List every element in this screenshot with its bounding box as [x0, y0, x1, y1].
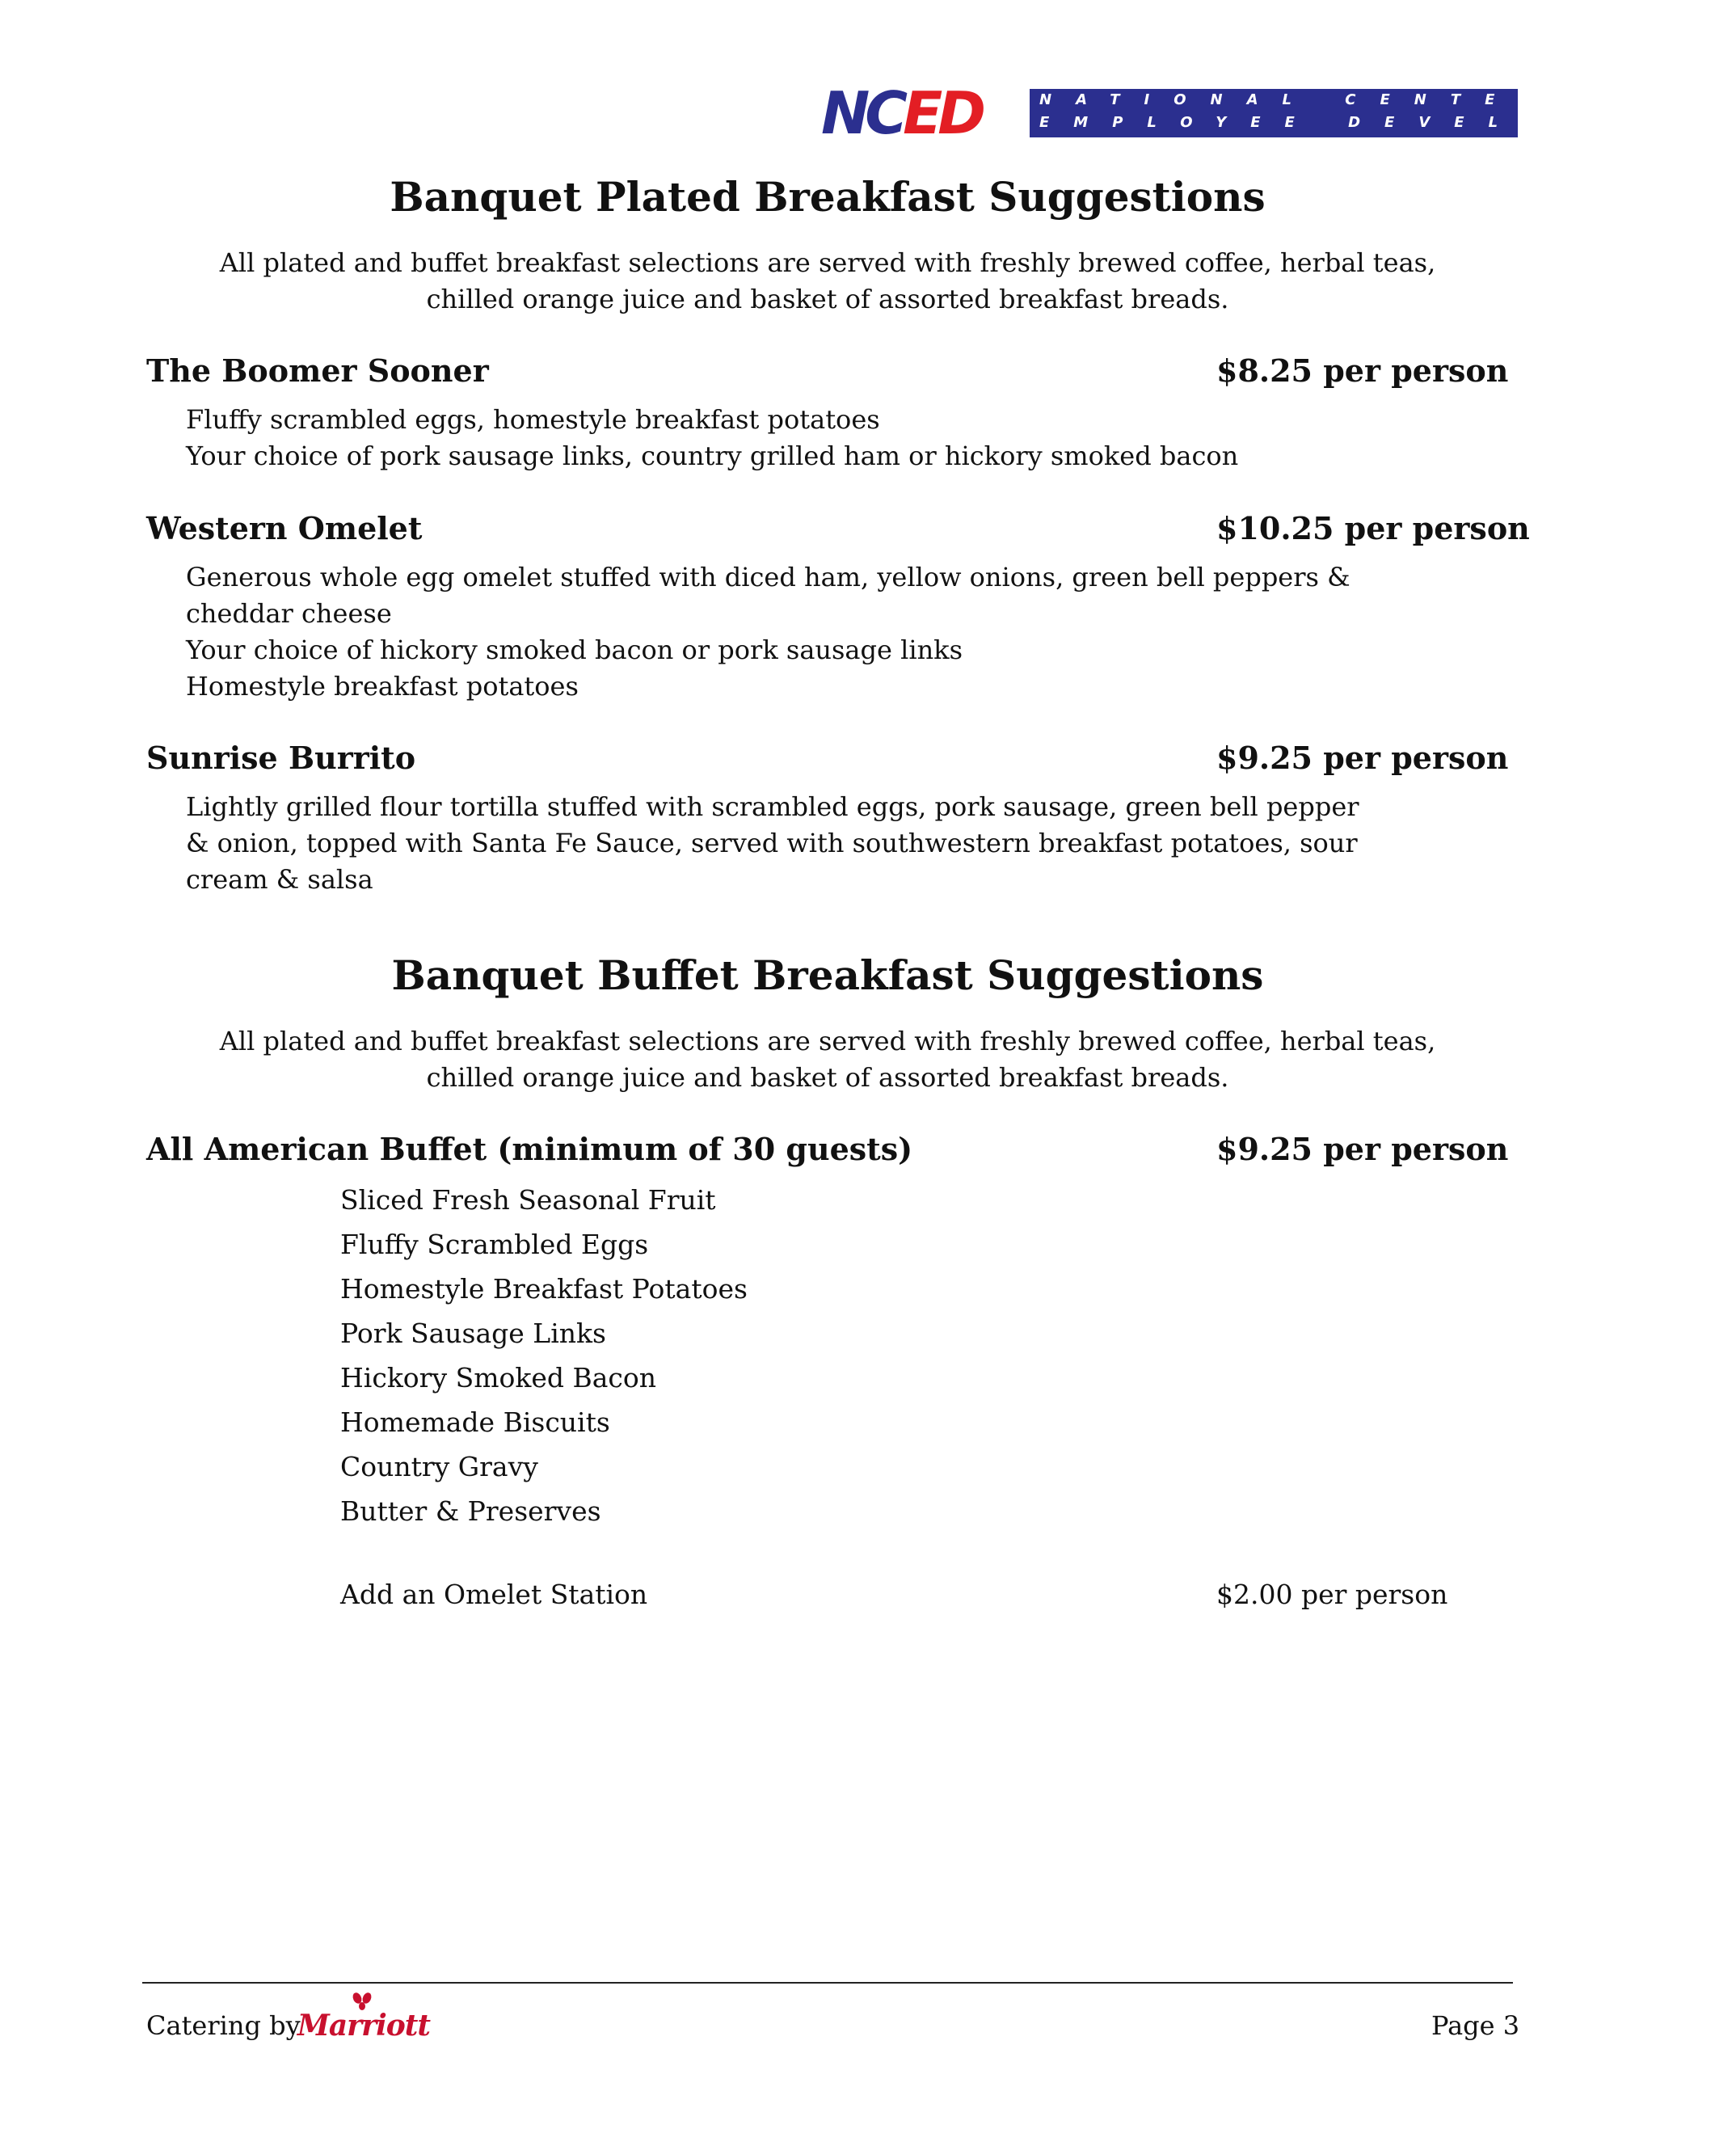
marriott-logo — [296, 1990, 431, 2043]
page-number: Page 3 — [1431, 2010, 1520, 2041]
description-line: & onion, topped with Santa Fe Sauce, served with southwestern breakfast potatoes, sour — [186, 828, 1358, 858]
list-item: Hickory Smoked Bacon — [340, 1362, 657, 1394]
logo-mark-nc: NC — [821, 79, 904, 147]
list-item: Country Gravy — [340, 1451, 538, 1482]
footer-divider — [142, 1982, 1513, 1984]
logo-mark-ed: ED — [903, 79, 982, 147]
description-line: Your choice of hickory smoked bacon or pork sausage links — [186, 635, 963, 665]
buffet-item-list — [340, 1182, 748, 1537]
list-item: Homestyle Breakfast Potatoes — [340, 1273, 748, 1305]
description-line: Your choice of pork sausage links, country grilled ham or hickory smoked bacon — [186, 441, 1239, 471]
addon-label: Add an Omelet Station — [340, 1579, 648, 1610]
nced-logo — [821, 79, 1736, 147]
list-item: Sliced Fresh Seasonal Fruit — [340, 1184, 716, 1216]
logo-mark — [821, 79, 982, 147]
description-line: Homestyle breakfast potatoes — [186, 671, 579, 702]
description-line: Fluffy scrambled eggs, homestyle breakfast potatoes — [186, 404, 880, 435]
buffet-intro-line: chilled orange juice and basket of assorted breakfast breads. — [426, 1062, 1229, 1093]
list-item: Butter & Preserves — [340, 1495, 601, 1527]
buffet-section-title: Banquet Buffet Breakfast Suggestions — [391, 951, 1264, 999]
plated-section-title: Banquet Plated Breakfast Suggestions — [390, 173, 1266, 221]
footer-catering-by: Catering by — [146, 2010, 301, 2041]
menu-item-price: $8.25 per person — [1216, 352, 1509, 389]
description-line: cream & salsa — [186, 864, 373, 895]
plated-intro-line: chilled orange juice and basket of assorted breakfast breads. — [426, 284, 1229, 314]
addon-price: $2.00 per person — [1216, 1579, 1448, 1610]
menu-item-description — [186, 402, 1238, 474]
list-item: Fluffy Scrambled Eggs — [340, 1229, 649, 1260]
plated-intro — [0, 245, 1655, 318]
menu-item-description — [186, 559, 1350, 705]
menu-item-price: $9.25 per person — [1216, 740, 1509, 776]
logo-banner — [1030, 89, 1736, 137]
buffet-intro-line: All plated and buffet breakfast selections are served with freshly brewed coffee, herbal teas, — [219, 1026, 1436, 1056]
menu-item-name: Western Omelet — [146, 510, 423, 546]
description-line: cheddar cheese — [186, 598, 392, 629]
logo-line-1: NATIONAL CENTER FOR — [1039, 91, 1691, 108]
marriott-emblem-icon — [352, 1992, 373, 2010]
buffet-item-name: All American Buffet (minimum of 30 guests) — [146, 1131, 913, 1167]
buffet-intro — [0, 1023, 1655, 1096]
plated-intro-line: All plated and buffet breakfast selections are served with freshly brewed coffee, herbal teas, — [219, 247, 1436, 278]
list-item: Pork Sausage Links — [340, 1318, 606, 1349]
list-item: Homemade Biscuits — [340, 1406, 610, 1438]
menu-item-description — [186, 789, 1359, 898]
description-line: Generous whole egg omelet stuffed with diced ham, yellow onions, green bell peppers & — [186, 562, 1350, 592]
menu-item-name: The Boomer Sooner — [146, 352, 489, 389]
buffet-item-price: $9.25 per person — [1216, 1131, 1509, 1167]
menu-item-price: $10.25 per person — [1216, 510, 1530, 546]
marriott-wordmark: Marriott — [297, 2009, 431, 2043]
description-line: Lightly grilled flour tortilla stuffed with scrambled eggs, pork sausage, green bell pepper — [186, 791, 1359, 822]
menu-item-name: Sunrise Burrito — [146, 740, 416, 776]
logo-line-2: EMPLOYEE DEVELOPMENT — [1039, 114, 1736, 131]
